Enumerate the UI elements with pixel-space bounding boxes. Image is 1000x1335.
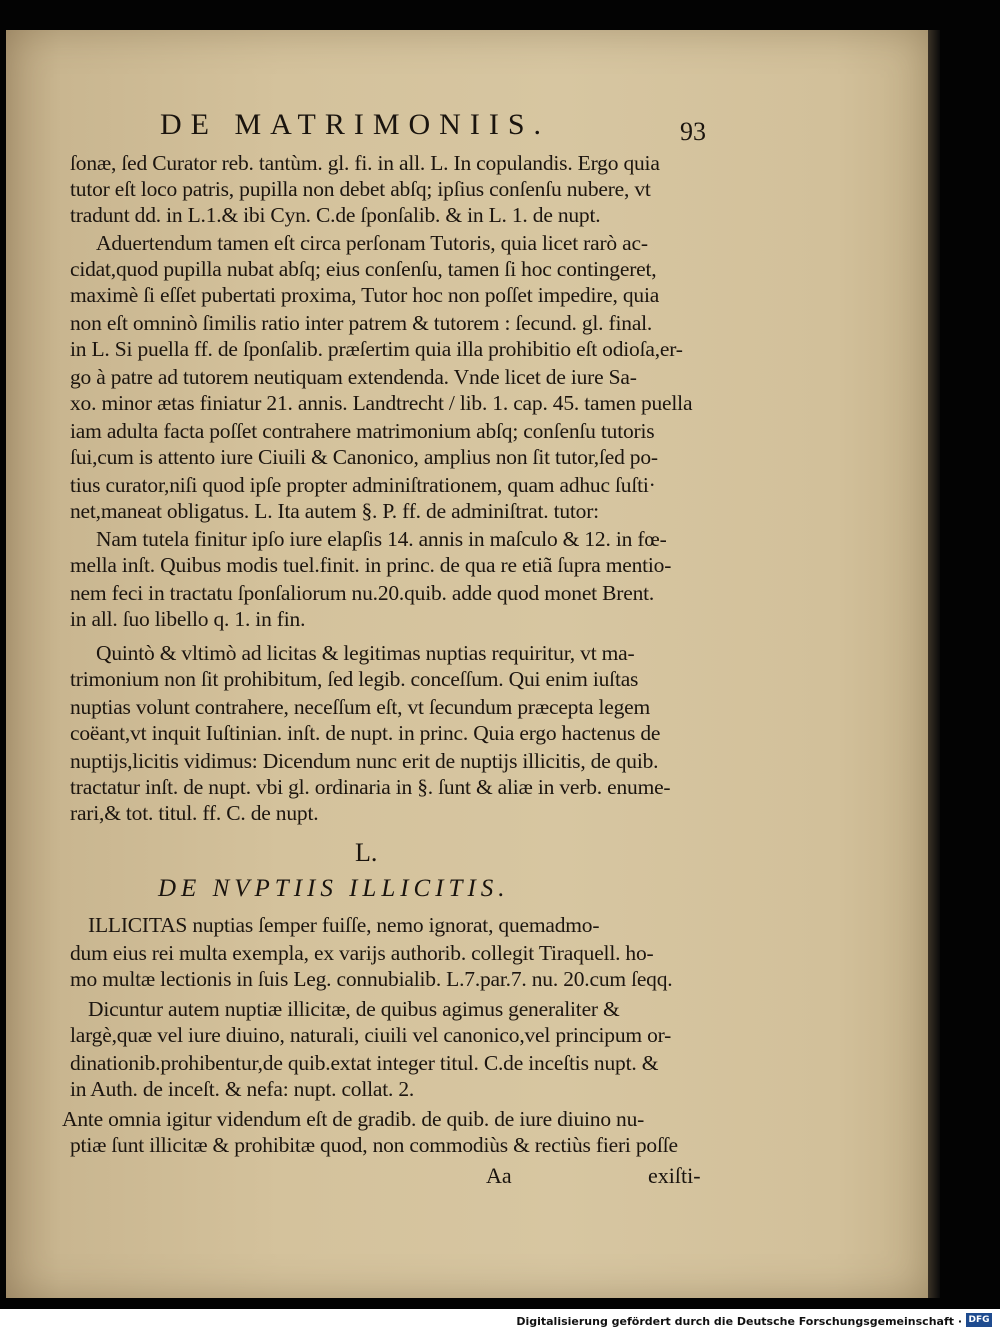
- text-line: dinationib.prohibentur,de quib.extat integer titul. C.de inceſtis nupt. &: [70, 1051, 659, 1075]
- dfg-logo-icon: DFG: [966, 1313, 992, 1327]
- text-line: dum eius rei multa exempla, ex varijs authorib. collegit Tiraquell. ho-: [70, 941, 654, 965]
- text-line: Aduertendum tamen eſt circa perſonam Tutoris, quia licet rarò ac-: [96, 231, 648, 255]
- text-line: ILLICITAS nuptias ſemper fuiſſe, nemo ignorat, quemadmo-: [88, 913, 600, 937]
- page-number: 93: [680, 117, 706, 146]
- text-line: net,maneat obligatus. L. Ita autem §. P. ff. de adminiſtrat. tutor:: [70, 499, 599, 523]
- text-line: xo. minor ætas finiatur 21. annis. Landtrecht / lib. 1. cap. 45. tamen puella: [70, 391, 693, 415]
- funding-notice: Digitalisierung gefördert durch die Deutsche Forschungsgemeinschaft ·: [516, 1315, 962, 1328]
- text-line: tutor eſt loco patris, pupilla non debet abſq; ipſius conſenſu nubere, vt: [70, 177, 651, 201]
- text-line: in all. ſuo libello q. 1. in fin.: [70, 607, 306, 631]
- text-line: ptiæ ſunt illicitæ & prohibitæ quod, non commodiùs & rectiùs fieri poſſe: [70, 1133, 678, 1157]
- catchword: exiſti-: [648, 1163, 701, 1188]
- text-line: maximè ſi eſſet pubertati proxima, Tutor hoc non poſſet impedire, quia: [70, 283, 660, 307]
- text-line: non eſt omninò ſimilis ratio inter patrem & tutorem : ſecund. gl. final.: [70, 311, 653, 335]
- text-line: tius curator,niſi quod ipſe propter adminiſtrationem, quam adhuc ſuſti·: [70, 473, 656, 497]
- text-line: iam adulta facta poſſet contrahere matrimonium abſq; conſenſu tutoris: [70, 419, 655, 443]
- text-line: Quintò & vltimò ad licitas & legitimas nuptias requiritur, vt ma-: [96, 641, 635, 665]
- page-edge: [928, 30, 940, 1298]
- text-line: tradunt dd. in L.1.& ibi Cyn. C.de ſponſalib. & in L. 1. de nupt.: [70, 203, 601, 227]
- running-title: DE MATRIMONIIS.: [160, 108, 550, 141]
- text-line: in Auth. de inceſt. & nefa: nupt. collat. 2.: [70, 1077, 415, 1101]
- signature-mark: Aa: [486, 1163, 512, 1188]
- text-line: nuptias volunt contrahere, neceſſum eſt, vt ſecundum præcepta legem: [70, 695, 651, 719]
- text-line: rari,& tot. titul. ff. C. de nupt.: [70, 801, 319, 825]
- text-line: mo multæ lectionis in ſuis Leg. connubialib. L.7.par.7. nu. 20.cum ſeqq.: [70, 967, 673, 991]
- text-line: ſonæ, ſed Curator reb. tantùm. gl. fi. in all. L. In copulandis. Ergo quia: [70, 151, 660, 175]
- text-line: trimonium non ſit prohibitum, ſed legib. conceſſum. Qui enim iuſtas: [70, 667, 639, 691]
- text-line: Ante omnia igitur videndum eſt de gradib. de quib. de iure diuino nu-: [62, 1107, 645, 1131]
- section-number: L.: [355, 838, 378, 867]
- text-line: Dicuntur autem nuptiæ illicitæ, de quibus agimus generaliter &: [88, 997, 620, 1021]
- text-line: mella inſt. Quibus modis tuel.finit. in princ. de qua re etiã ſupra mentio-: [70, 553, 672, 577]
- text-line: go à patre ad tutorem neutiquam extendenda. Vnde licet de iure Sa-: [70, 365, 637, 389]
- text-line: nem feci in tractatu ſponſaliorum nu.20.quib. adde quod monet Brent.: [70, 581, 655, 605]
- text-line: nuptijs,licitis vidimus: Dicendum nunc erit de nuptijs illicitis, de quib.: [70, 749, 659, 773]
- text-line: Nam tutela finitur ipſo iure elapſis 14. annis in maſculo & 12. in fœ-: [96, 527, 667, 551]
- section-title: DE NVPTIIS ILLICITIS.: [158, 875, 510, 902]
- text-line: cidat,quod pupilla nubat abſq; eius conſenſu, tamen ſi hoc contingeret,: [70, 257, 657, 281]
- text-line: coëant,vt inquit Iuſtinian. inſt. de nupt. in princ. Quia ergo hactenus de: [70, 721, 661, 745]
- text-line: tractatur inſt. de nupt. vbi gl. ordinaria in §. ſunt & aliæ in verb. enume-: [70, 775, 671, 799]
- text-line: largè,quæ vel iure diuino, naturali, ciuili vel canonico,vel principum or-: [70, 1023, 672, 1047]
- text-line: in L. Si puella ff. de ſponſalib. præſertim quia illa prohibitio eſt odioſa,er-: [70, 337, 683, 361]
- text-line: ſui,cum is attento iure Ciuili & Canonico, amplius non ſit tutor,ſed po-: [70, 445, 658, 469]
